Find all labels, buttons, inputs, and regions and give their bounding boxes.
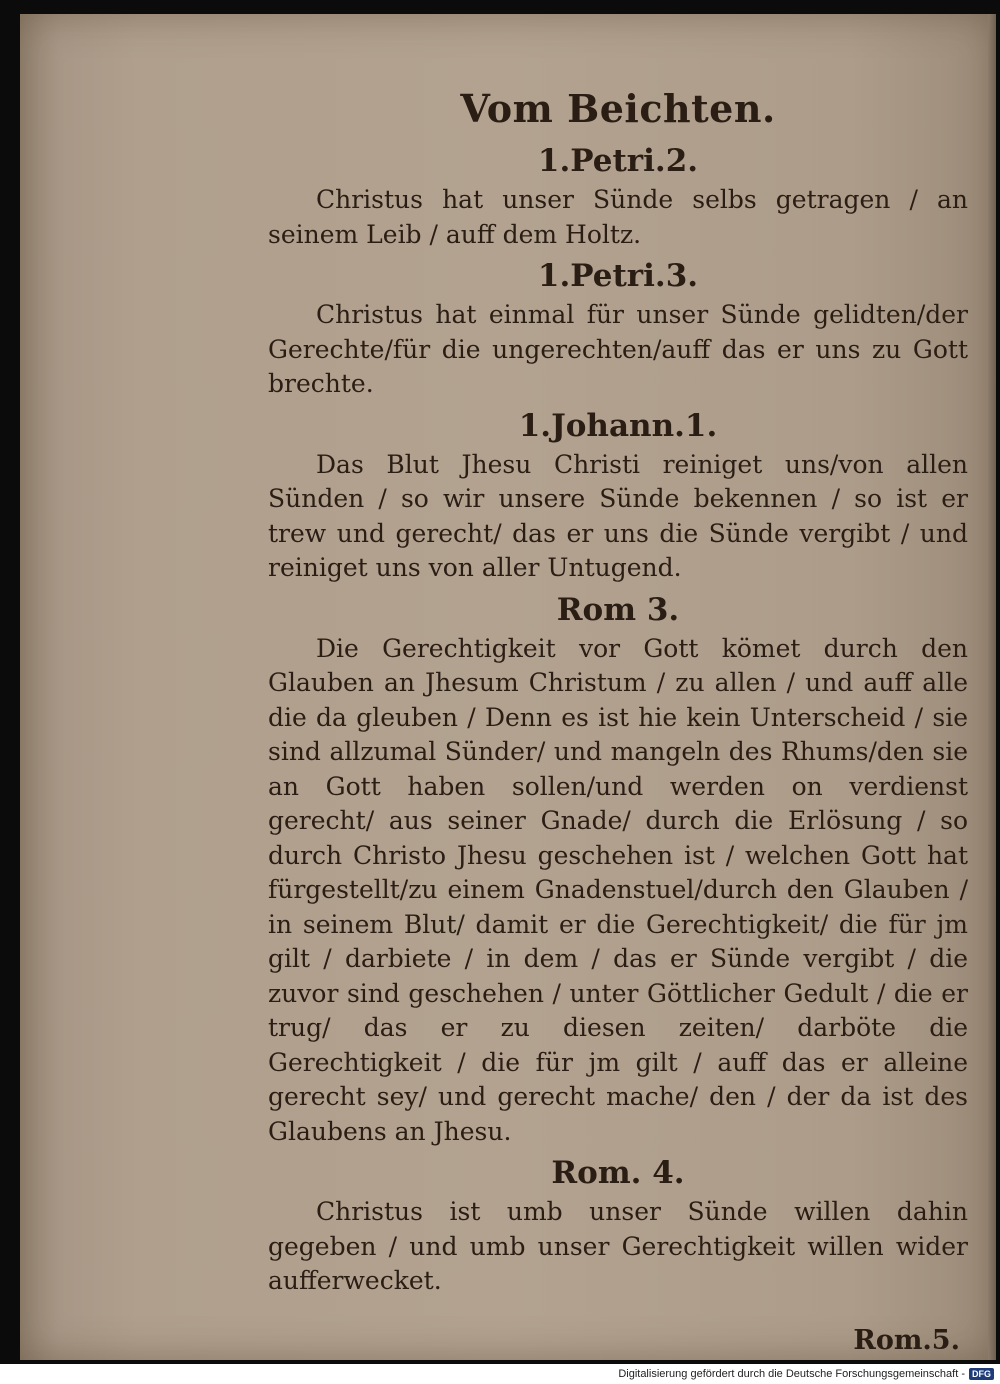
scripture-section — [268, 406, 968, 586]
scripture-reference: 1.Johann.1. — [518, 407, 718, 444]
scripture-text: Das Blut Jhesu Christi reiniget uns/von allen Sünden / so wir unsere Sünde bekennen / so ist er trew und gerecht/ das er uns die Sünde vergibt / und reiniget uns von aller Untugend. — [268, 449, 968, 582]
page-header: Vom Beichten. — [460, 86, 776, 131]
scripture-reference: 1.Petri.3. — [537, 258, 699, 294]
scripture-section — [268, 141, 968, 252]
scripture-text: Christus ist umb unser Sünde willen dahin gegeben / und umb unser Gerechtigkeit willen wider aufferwecket. — [268, 1197, 968, 1295]
catchword: Rom.5. — [853, 1324, 960, 1356]
footer-credit: Digitalisierung gefördert durch die Deutsche Forschungsgemeinschaft - — [618, 1368, 965, 1380]
scripture-reference: 1.Petri.2. — [537, 143, 699, 179]
scripture-text: Christus hat unser Sünde selbs getragen / an seinem Leib / auff dem Holtz. — [268, 185, 968, 249]
scripture-reference: Rom 3. — [556, 591, 680, 628]
page-edge — [988, 14, 996, 1360]
scripture-section — [268, 1153, 968, 1299]
book-page — [20, 14, 996, 1360]
scripture-reference: Rom. 4. — [551, 1155, 685, 1191]
scripture-section — [268, 590, 968, 1150]
scripture-text: Die Gerechtigkeit vor Gott kömet durch den Glauben an Jhesum Christum / zu allen / und auff alle die da gleuben / Denn es ist hie kein Unterscheid / sie sind allzumal Sünder/ und mangeln des Rhums/den sie an Gott haben sollen/und werden on verdienst gerecht/ aus seiner Gnade/ durch die Erlösung / so durch Christo Jhesu geschehen ist / welchen Gott hat fürgestellt/zu einem Gnadenstuel/durch den Glauben / in seinem Blut/ damit er die Gerechtigkeit/ die für jm gilt / darbiete / in dem / das er Sünde vergibt / die zuvor sind geschehen / unter Göttlicher Gedult / die er trug/ das er zu diesen zeiten/ darböte die Gerechtigkeit / die für jm gilt / auff das er alleine gerecht sey/ und gerecht mache/ den / der da ist des Glaubens an Jhesu. — [268, 633, 968, 1146]
dfg-logo: DFG — [969, 1368, 994, 1380]
scripture-text: Christus hat einmal für unser Sünde gelidten/der Gerechte/für die ungerechten/auff das er uns zu Gott brechte. — [268, 300, 968, 398]
text-block — [268, 74, 968, 1356]
scripture-section — [268, 256, 968, 402]
digitization-footer — [0, 1364, 1000, 1384]
